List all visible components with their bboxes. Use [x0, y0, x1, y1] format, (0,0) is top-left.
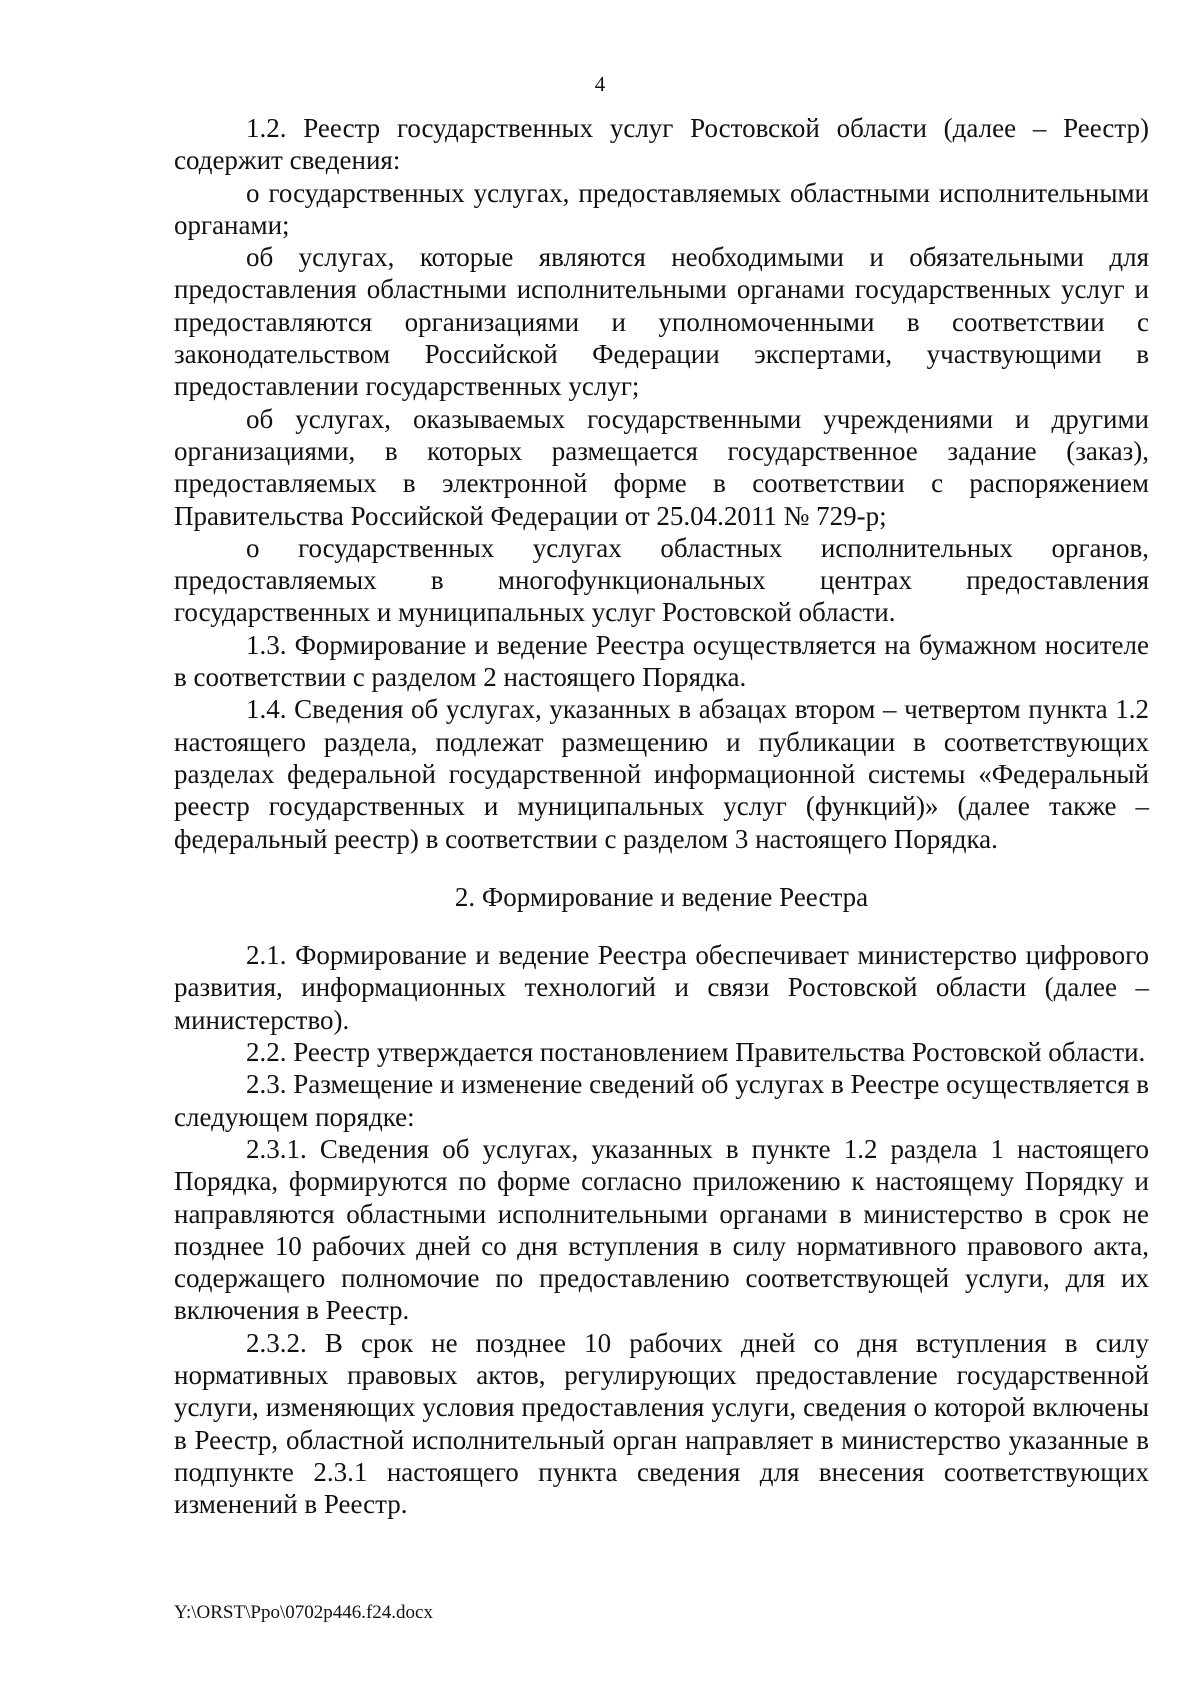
paragraph: 2.3.2. В срок не позднее 10 рабочих дней со дня вступления в силу нормативных правовых актов, регулирующих предоставление государственной услуги, изменяющих условия предоставления услуги, сведения о которой включены в Реестр, областной исполнительный орган направляет в министерство указанные в подпункте 2.3.1 настоящего пункта сведения для внесения соответствующих изменений в Реестр. [174, 1327, 1149, 1520]
document-body [174, 112, 1149, 1520]
paragraph: 2.2. Реестр утверждается постановлением Правительства Ростовской области. [246, 1037, 1146, 1068]
paragraph: об услугах, которые являются необходимыми и обязательными для предоставления областными исполнительными органами государственных услуг и предоставляются организациями и уполномоченными в соответствии с законодательством Российской Федерации экспертами, участвующими в предоставлении государственных услуг; [174, 242, 1149, 402]
paragraph: об услугах, оказываемых государственными учреждениями и другими организациями, в которых размещается государственное задание (заказ), предоставляемых в электронной форме в соответствии с распоряжением Правительства Российской Федерации от 25.04.2011 № 729-р; [174, 403, 1149, 531]
page-number: 4 [594, 72, 606, 96]
paragraph: 2.3. Размещение и изменение сведений об услугах в Реестре осуществляется в следующем порядке: [174, 1069, 1149, 1132]
paragraph: 2.1. Формирование и ведение Реестра обеспечивает министерство цифрового развития, информационных технологий и связи Ростовской области (далее – министерство). [174, 940, 1149, 1035]
paragraph: о государственных услугах областных исполнительных органов, предоставляемых в многофункциональных центрах предоставления государственных и муниципальных услуг Ростовской области. [174, 532, 1149, 628]
paragraph: 1.3. Формирование и ведение Реестра осуществляется на бумажном носителе в соответствии с разделом 2 настоящего Порядка. [174, 629, 1149, 693]
paragraph: 2.3.1. Сведения об услугах, указанных в пункте 1.2 раздела 1 настоящего Порядка, формируются по форме согласно приложению к настоящему Порядку и направляются областными исполнительными органами в министерство в срок не позднее 10 рабочих дней со дня вступления в силу нормативного правового акта, содержащего полномочие по предоставлению соответствующей услуги, для их включения в Реестр. [174, 1133, 1149, 1326]
section-heading: 2. Формирование и ведение Реестра [454, 881, 869, 912]
paragraph: 1.4. Сведения об услугах, указанных в абзацах втором – четвертом пункта 1.2 настоящего раздела, подлежат размещению и публикации в соответствующих разделах федеральной государственной информационной системы «Федеральный реестр государственных и муниципальных услуг (функций)» (далее также – федеральный реестр) в соответствии с разделом 3 настоящего Порядка. [174, 694, 1149, 854]
paragraph: о государственных услугах, предоставляемых областными исполнительными органами; [174, 177, 1149, 240]
footer-file-path: Y:\ORST\Ppo\0702p446.f24.docx [174, 1602, 433, 1623]
paragraph: 1.2. Реестр государственных услуг Ростовской области (далее – Реестр) содержит сведения: [174, 113, 1149, 176]
